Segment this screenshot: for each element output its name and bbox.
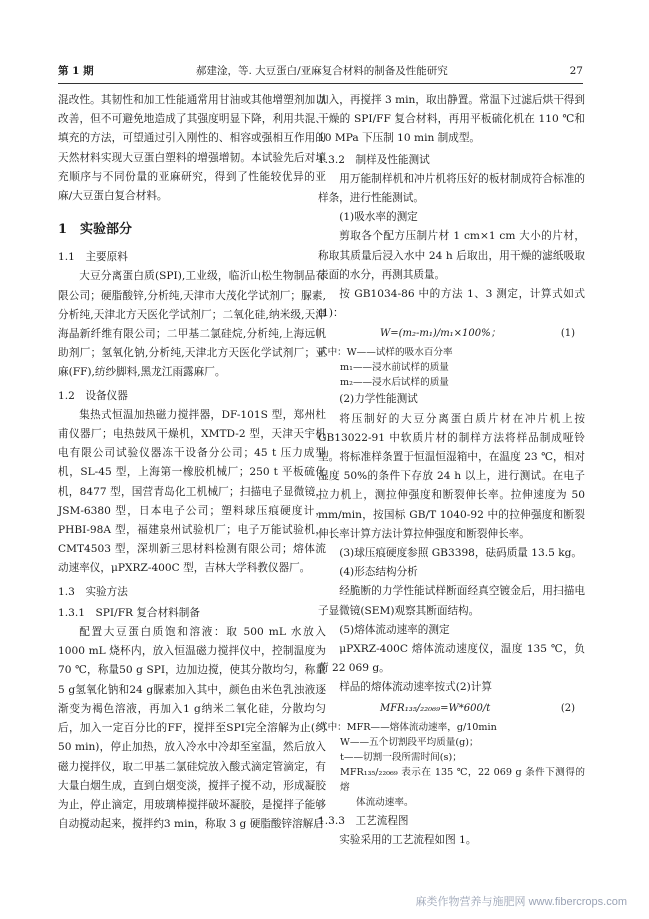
subsection-heading-methods: 1.3 实验方法 — [58, 585, 128, 598]
page-number: 27 — [569, 65, 583, 77]
equation-2-legend: 式中：MFR——熔体流动速率，g/10min — [318, 721, 497, 733]
melt-flow-heading: (5)熔体流动速率的测定 — [339, 623, 450, 636]
equation-2-legend: MFR₁₃₅/₂₂₀₆₉ 表示在 135 ℃，22 069 g 条件下测得的熔 — [340, 766, 585, 793]
equation-2-expression: MFR₁₃₅/₂₂₀₆₉=W*600/t — [380, 702, 491, 714]
right-column — [318, 91, 585, 850]
testing-paragraph: 用万能制样机和冲片机将压好的板材制成符合标准的样条，进行性能测试。 — [318, 172, 585, 205]
equation-2-legend: 体流动速率。 — [356, 796, 414, 808]
equation-2-legend: W——五个切割段平均质量(g)； — [340, 736, 479, 748]
subsubsection-heading-testing: 1.3.2 制样及性能测试 — [318, 153, 430, 166]
water-absorption-paragraph: 剪取各个配方压制片材 1 cm×1 cm 大小的片材，称取其质量后浸入水中 24 h 后取出，用干燥的滤纸吸取表面的水分，再测其质量。 — [318, 230, 585, 281]
section-heading-experimental: 1 实验部分 — [58, 222, 133, 238]
subsection-heading-materials: 1.1 主要原料 — [58, 251, 128, 264]
equation-2-legend: t——切割一段所需时间(s)； — [340, 751, 462, 763]
morphology-paragraph: 经脆断的力学性能试样断面经真空镀金后，用扫描电子显微镜(SEM)观察其断面结构。 — [318, 585, 585, 617]
process-flow-paragraph: 实验采用的工艺流程如图 1。 — [339, 833, 477, 846]
running-header — [58, 62, 583, 80]
water-absorption-method: 按 GB1034-86 中的方法 1、3 测定，计算式如式(1)： — [318, 288, 585, 320]
equation-1-legend: 式中：W——试样的吸水百分率 — [318, 347, 453, 359]
site-watermark: 麻类作物营养与施肥网 www.fibercrops.com — [415, 896, 627, 908]
continued-paragraph: 加入，再搅拌 3 min，取出静置。常温下过滤后烘干得到干燥的 SPI/FF 复合材料，再用平板硫化机在 110 ℃和 10 MPa 下压制 10 min 制成型。 — [318, 94, 585, 145]
header-divider — [58, 83, 583, 84]
running-title: 郝建淦，等. 大豆蛋白/亚麻复合材料的制备及性能研究 — [196, 65, 448, 77]
equation-1-expression: W=(m₂-m₁)/m₁×100%； — [380, 328, 501, 340]
equipment-paragraph: 集热式恒温加热磁力搅拌器，DF-101S 型，郑州杜甫仪器厂；电热鼓风干燥机，XMTD-2 型，天津天宇机电有限公司试验仪器冻干设备分公司；45 t 压力成型机，SL-45 型，上海第一橡胶机械厂；250 t 平板硫化机，8477 型，国营青岛化工机械厂；扫描电子显微镜，JSM-6380 型，日本电子公司；塑料球压痕硬度计，PHBI-98A 型，福建泉州试验机厂；电子万能试验机，CMT4503 型，深圳新三思材料检测有限公司；熔体流动速率仪，μPXRZ-400C 型，吉林大学科教仪器厂。 — [58, 408, 326, 575]
equation-1-legend: m₁——浸水前试样的质量 — [340, 362, 449, 374]
subsection-heading-equipment: 1.2 设备仪器 — [58, 389, 128, 402]
water-absorption-heading: (1)吸水率的测定 — [339, 211, 418, 224]
equation-2-number: (2) — [560, 702, 575, 714]
subsubsection-heading-process-flow: 1.3.3 工艺流程图 — [318, 814, 409, 827]
equation-1-legend: m₂——浸水后试样的质量 — [340, 377, 449, 389]
preparation-paragraph: 配置大豆蛋白质饱和溶液：取 500 mL 水放入 1000 mL 烧杯内，放入恒温磁力搅拌仪中，控制温度为 70 ℃，称量50 g SPI，边加边搅，使其分散均匀，称量5 g氢氧化钠和24 g脲素加入其中，颜色由米色乳浊液逐渐变为褐色溶液，再加入1 g纳米二氧化硅，分散均匀后，加入一定百分比的FF，搅拌至SPI完全溶解为止(约50 min)，停止加热，放入冷水中冷却至室温，然后放入磁力搅拌仪，取二甲基二氯硅烷放入酸式滴定管滴定，有大量白烟生成，直到白烟变淡，搅拌子搅不动，形成凝胶为止，停止滴定，用玻璃棒搅拌破坏凝胶，是搅拌子能够自动搅动起来，搅拌约3 min，称取 3 g 硬脂酸锌溶解后 — [58, 626, 326, 831]
equation-1-number: (1) — [560, 328, 575, 340]
morphology-heading: (4)形态结构分析 — [339, 566, 418, 579]
left-column — [58, 91, 326, 834]
materials-paragraph: 大豆分离蛋白质(SPI),工业级，临沂山松生物制品有限公司；硬脂酸锌,分析纯,天津市大茂化学试剂厂；脲素,分析纯,天津北方天医化学试剂厂；二氧化硅,纳米级,天津海晶新纤维有限公司；二甲基二氯硅烷,分析纯,上海远帆助剂厂；氢氧化钠,分析纯,天津北方天医化学试剂厂；亚麻(FF),纺纱脚料,黑龙江雨露麻厂。 — [58, 270, 326, 379]
subsubsection-heading-preparation: 1.3.1 SPI/FR 复合材料制备 — [58, 606, 200, 619]
intro-paragraph: 混改性。其韧性和加工性能通常用甘油或其他增塑剂加以改善，但不可避免地造成了其强度明显下降，利用共混、填充的方法，可望通过引入刚性的、相容或强相互作用的天然材料实现大豆蛋白塑料的增强增韧。本试验先后对填充顺序与不同份量的亚麻研究，得到了性能较优异的亚麻/大豆蛋白复合材料。 — [58, 94, 326, 203]
issue-label: 第 1 期 — [58, 65, 94, 77]
equation-2 — [318, 698, 585, 720]
melt-flow-formula-intro: 样品的熔体流动速率按式(2)计算 — [339, 681, 492, 694]
hardness-paragraph: (3)球压痕硬度参照 GB3398，砝码质量 13.5 kg。 — [339, 547, 583, 560]
equation-1 — [318, 323, 585, 345]
mechanical-heading: (2)力学性能测试 — [339, 393, 418, 406]
melt-flow-paragraph: μPXRZ-400C 熔体流动速度仪，温度 135 ℃，负荷 22 069 g。 — [318, 643, 585, 675]
mechanical-paragraph: 将压制好的大豆分离蛋白质片材在冲片机上按 GB13022-91 中软质片材的制样方法将样品制成哑铃型。将标准样条置于恒温恒湿箱中，在温度 23 ℃，相对湿度 50%的条件下存放 24 h 以上，进行测试。在电子拉力机上，测拉伸强度和断裂伸长率。拉伸速度为 50 mm/min，按国标 GB/T 1040-92 中的拉伸强度和断裂伸长率计算方法计算拉伸强度和断裂伸长率。 — [318, 412, 585, 540]
